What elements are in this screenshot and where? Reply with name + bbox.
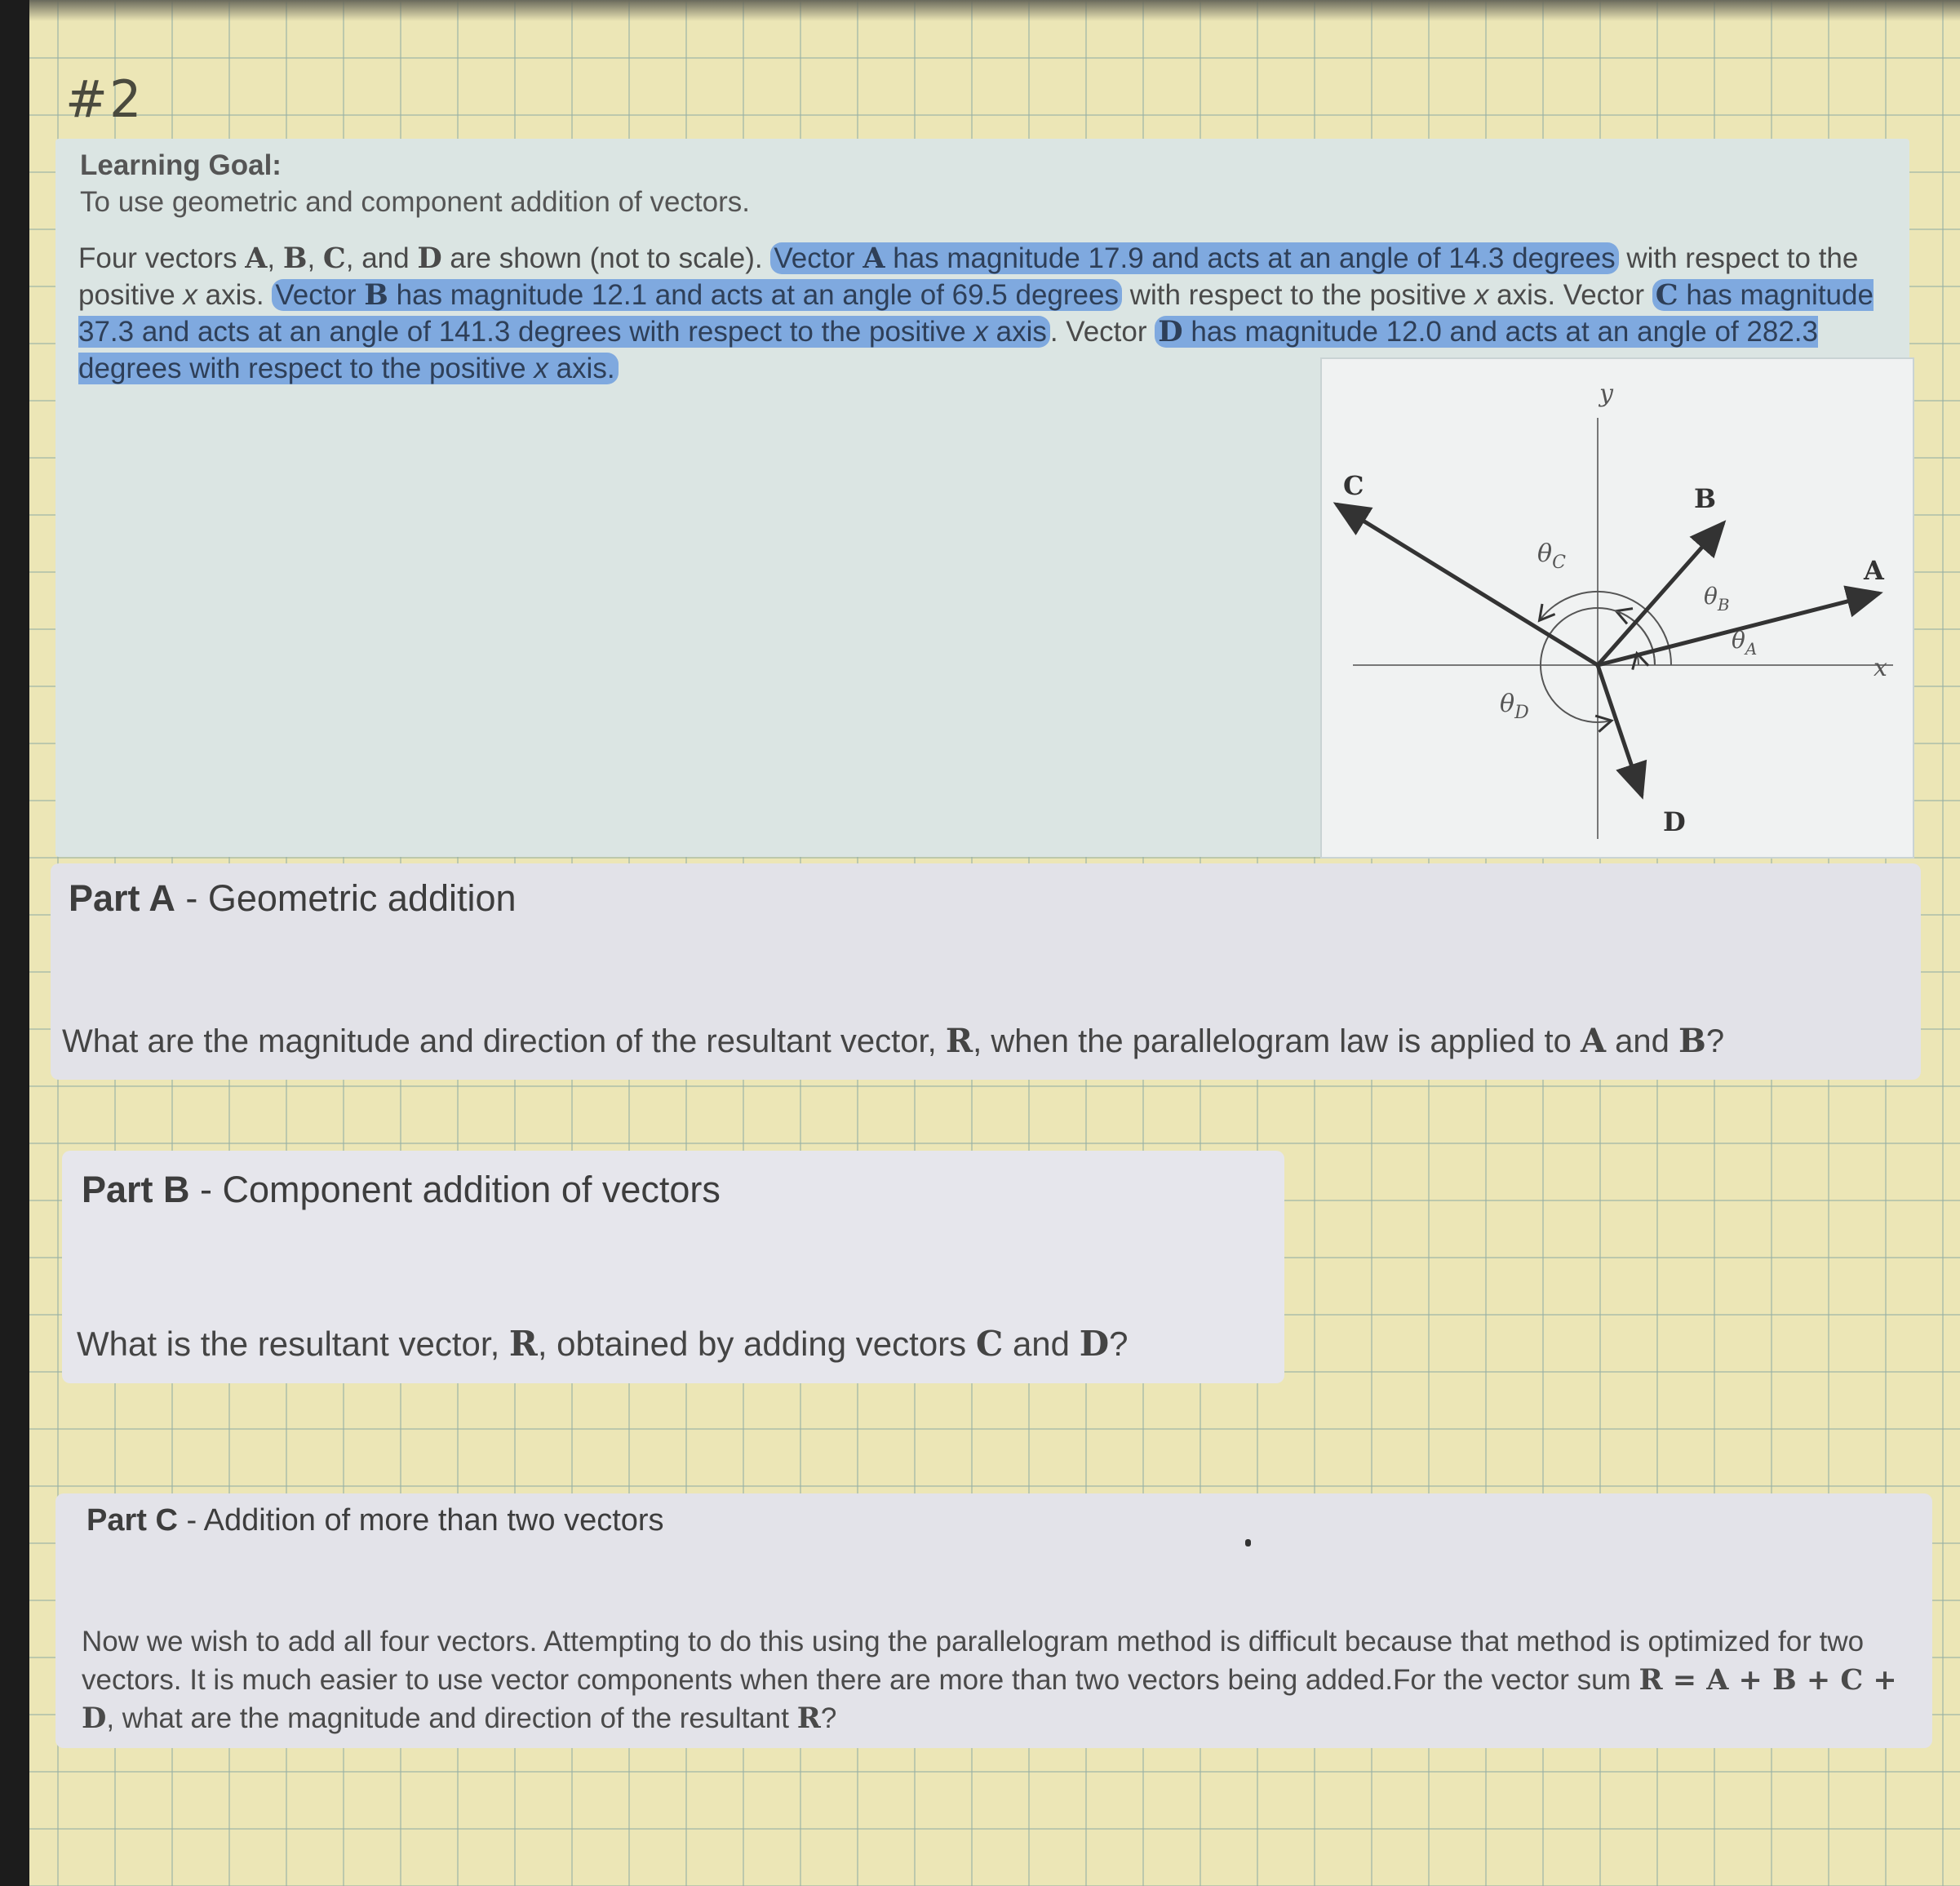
part-b-question: What is the resultant vector, R, obtained by adding vectors C and D? [77, 1324, 1129, 1364]
top-shadow [29, 0, 1960, 21]
part-c-question: Now we wish to add all four vectors. Attempting to do this using the parallelogram method is difficult because that method is optimized for two vectors. It is much easier to use vector components when there are more than two vectors being added.For the vector sum R = A + B + C + D, what are the magnitude and direction of the resultant R? [82, 1626, 1897, 1735]
part-a-title[interactable]: Part A - Geometric addition [69, 877, 517, 919]
vector-c-label: C [1343, 470, 1364, 501]
part-a-question: What are the magnitude and direction of the resultant vector, R, when the parallelogram law is applied to A and B? [62, 1022, 1725, 1060]
vector-a-label: A [1864, 555, 1884, 586]
learning-goal-title: Learning Goal: [80, 149, 282, 181]
handwritten-label: #2 [65, 69, 144, 129]
highlight-vector-b: Vector B has magnitude 12.1 and acts at an angle of 69.5 degrees [272, 279, 1122, 311]
vector-c-arrow [1337, 504, 1598, 665]
learning-goal-text: To use geometric and component addition of vectors. [80, 186, 751, 218]
problem-statement: Four vectors A, B, C, and D are shown (not to scale). Vector A has magnitude 17.9 and acts at an angle of 14.3 degrees with respect to the positive x axis. Vector B has magnitude 12.1 and acts at an angle of 69.5 degrees with respect to the positive x axis. Vector C has magnitude 37.3 and acts at an angle of 141.3 degrees with respect to the positive x axis . Vector D has magnitude 12.0 and acts at an angle of 282.3 degrees with respect to the positive x axis. [78, 242, 1874, 384]
highlight-vector-a: Vector A has magnitude 17.9 and acts at an angle of 14.3 degrees [770, 242, 1618, 274]
vector-d-label: D [1663, 806, 1686, 837]
part-b-title[interactable]: Part B - Component addition of vectors [82, 1169, 721, 1210]
vector-diagram-svg [1322, 359, 1913, 857]
highlight-vector-d: D has magnitude 12.0 and acts at an angle of 282.3 degrees with respect to the positive x axis. [78, 315, 1818, 384]
vector-d-arrow [1598, 665, 1642, 796]
vector-diagram [1320, 357, 1914, 859]
theta-b-label: $\theta_B$ [1704, 583, 1730, 615]
theta-c-label: $\theta_C$ [1537, 539, 1566, 573]
theta-a-label: $\theta_A$ [1732, 627, 1758, 659]
vector-b-label: B [1694, 483, 1717, 514]
y-axis-label: y [1599, 379, 1613, 408]
highlight-vector-c: C has magnitude 37.3 and acts at an angle of 141.3 degrees with respect to the positive x axis [78, 278, 1874, 348]
device-bezel [0, 0, 29, 1886]
x-axis-label: x [1874, 654, 1887, 682]
part-c-title[interactable]: Part C - Addition of more than two vectors [86, 1503, 664, 1538]
screen-speck [1245, 1539, 1251, 1547]
theta-d-label: $\theta_D$ [1500, 690, 1529, 723]
